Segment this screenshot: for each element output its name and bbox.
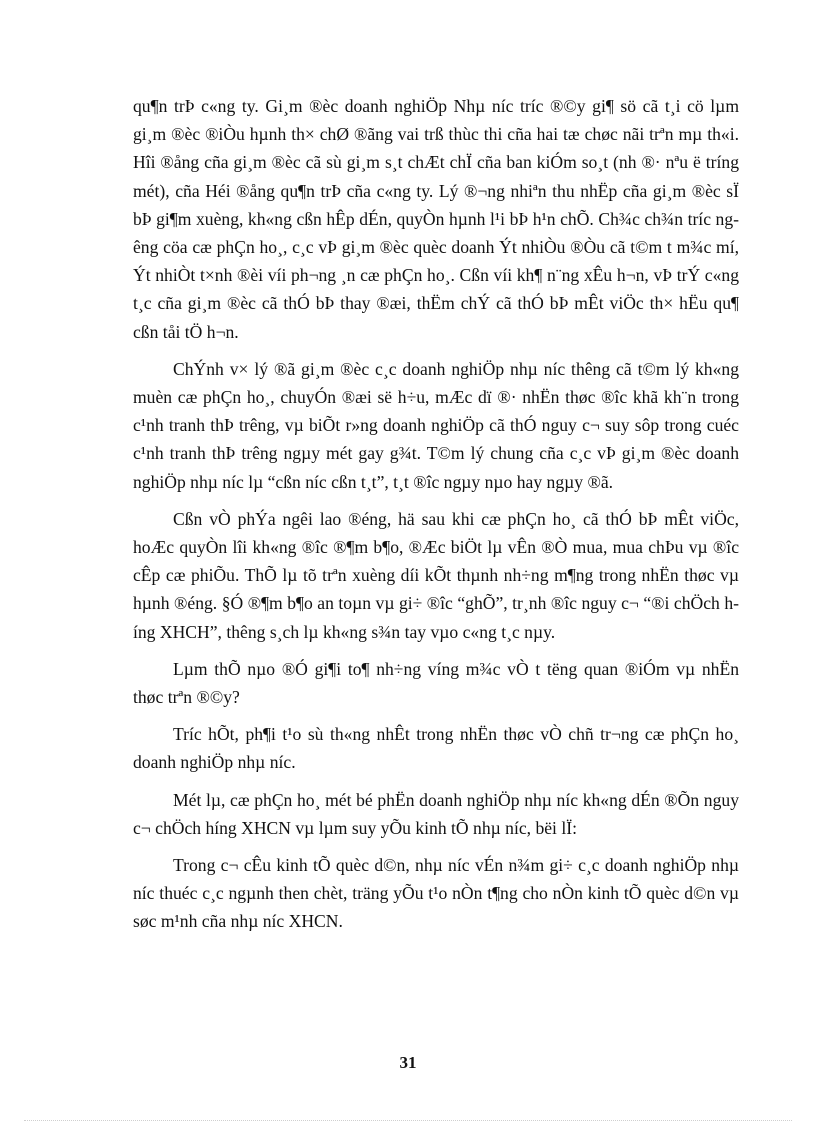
paragraph-5: Tríc hÕt, ph¶i t¹o sù th«ng nhÊt trong nhËn thøc vÒ chñ tr¬ng cæ phÇn ho¸ doanh nghiÖp nhµ níc. — [133, 724, 739, 773]
paragraph-7: Trong c¬ cÊu kinh tÕ quèc d©n, nhµ níc vÉn n¾m gi÷ c¸c doanh nghiÖp nhµ níc thuéc c¸c ngµnh then chèt, träng yÕu t¹o nÒn t¶ng cho nÒn kinh tÕ quèc d©n vµ søc m¹nh cña nhµ níc XHCN. — [133, 855, 739, 932]
paragraph-4: Lµm thÕ nµo ®Ó gi¶i to¶ nh÷ng víng m¾c vÒ t tëng quan ®iÓm vµ nhËn thøc trªn ®©y? — [133, 658, 739, 708]
paragraph-6: Mét lµ, cæ phÇn ho¸ mét bé phËn doanh nghiÖp nhµ níc kh«ng dÉn ®Õn nguy c¬ chÖch híng XHCN vµ lµm suy yÕu kinh tÕ nhµ níc, bëi lÏ: — [133, 789, 739, 838]
paragraph-1: qu¶n trÞ c«ng ty. Gi¸m ®èc doanh nghiÖp Nhµ níc tríc ®©y gi¶ sö cã t¸i cö lµm gi¸m ®èc ®iÒu hµnh th× chØ ®ãng vai trß thùc thi cña hai tæ chøc nãi trªn mµ th«i. Hîi ®ång cña gi¸m ®èc cã sù gi¸m s¸t chÆt chÏ cña ban kiÓm so¸t (nh ®· nªu ë tríng mét), cña Héi ®ång qu¶n trÞ cña c«ng ty. Lý ®¬ng nhiªn thu nhËp cña gi¸m ®èc sÏ bÞ gi¶m xuèng, kh«ng cßn hÊp dÉn, quyÒn hµnh l¹i bÞ h¹n chÕ. Ch¾c ch¾n tríc ngêng cöa cæ phÇn ho¸, c¸c vÞ gi¸m ®èc quèc doanh Ýt nhiÒu ®Òu cã t©m t m¾c mí, Ýt nhiÒt t×nh ®èi víi ph¬ng ¸n cæ phÇn ho¸. Cßn víi kh¶ n¨ng xÊu h¬n, vÞ trÝ c«ng t¸c cña gi¸m ®èc cã thÓ bÞ thay ®æi, thËm chÝ cã thÓ bÞ mÊt viÖc th× hËu qu¶ cßn tåi tÖ h¬n. — [133, 96, 739, 342]
body-text — [133, 92, 739, 945]
paragraph-3: Cßn vÒ phÝa ngêi lao ®éng, hä sau khi cæ phÇn ho¸ cã thÓ bÞ mÊt viÖc, hoÆc quyÒn lîi kh«ng ®îc ®¶m b¶o, ®Æc biÖt lµ vÊn ®Ò mua, mua chÞu vµ ®îc cÊp cæ phiÕu. ThÕ lµ tõ trªn xuèng díi kÕt thµnh nh÷ng m¶ng trong nhËn thøc vµ hµnh ®éng. §Ó ®¶m b¶o an toµn vµ gi÷ ®îc “ghÕ”, tr¸nh ®îc nguy c¬ “®i chÖch híng XHCH”, thêng s¸ch lµ kh«ng s¾n tay vµo c«ng t¸c nµy. — [133, 508, 739, 642]
paragraph-2: ChÝnh v× lý ®ã gi¸m ®èc c¸c doanh nghiÖp nhµ níc thêng cã t©m lý kh«ng muèn cæ phÇn ho¸, chuyÓn ®æi së h÷u, mÆc dï ®· nhËn thøc ®îc khã kh¨n trong c¹nh tranh thÞ trêng, vµ biÕt r»ng doanh nghiÖp cã thÓ nguy c¬ suy sôp trong cuéc c¹nh tranh thÞ trêng ngµy mét gay g¾t. T©m lý chung cña c¸c vÞ gi¸m ®èc doanh nghiÖp nhµ níc lµ “cßn níc cßn t¸t”, t¸t ®îc ngµy nµo hay ngµy ®ã. — [133, 358, 739, 492]
bottom-divider — [24, 1120, 792, 1121]
page-number: 31 — [399, 1053, 417, 1072]
